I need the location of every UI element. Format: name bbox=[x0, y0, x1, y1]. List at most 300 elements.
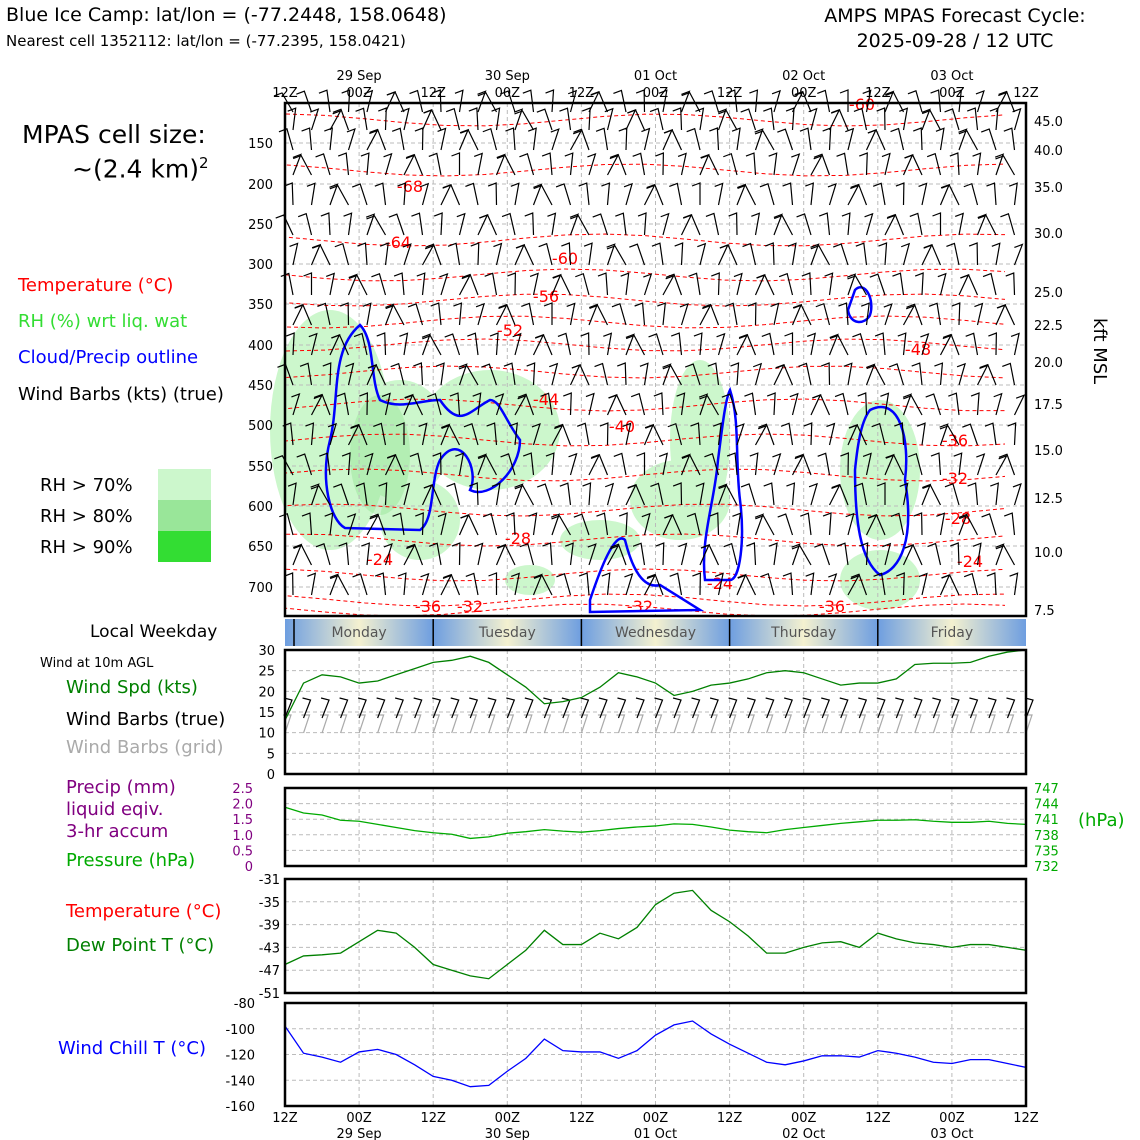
wind-barb-11-38 bbox=[994, 394, 1002, 415]
wind-barb-7-12 bbox=[507, 273, 515, 295]
wind-barb-17-16 bbox=[579, 573, 589, 595]
wind-barb-10-19 bbox=[640, 363, 648, 385]
wind-barb-14-27 bbox=[786, 483, 794, 505]
wind-barb-9-35 bbox=[941, 336, 951, 355]
wind-tick-1: 5 bbox=[266, 747, 275, 763]
wind-barb-15-38 bbox=[982, 514, 996, 535]
wind-barb-7-7 bbox=[417, 273, 425, 295]
temperature-contour-7 bbox=[285, 366, 1005, 378]
wind-barb-1-4 bbox=[356, 108, 367, 130]
height-kft-tick-0: 45.0 bbox=[1034, 115, 1063, 130]
pressure-units-label: (hPa) bbox=[1078, 810, 1125, 831]
temperature-contour-label-3: -60 bbox=[551, 249, 579, 268]
wind-barb-7-6 bbox=[394, 273, 404, 295]
wind-barb-17-28 bbox=[806, 573, 814, 595]
legend-precip: Precip (mm) bbox=[66, 777, 176, 798]
wind-barb-2-18 bbox=[619, 128, 627, 150]
top-date-label-4: 03 Oct bbox=[930, 69, 974, 84]
wind-barb-9-22 bbox=[694, 333, 702, 355]
chill-tick-4: -160 bbox=[225, 1100, 255, 1115]
height-kft-tick-8: 15.0 bbox=[1034, 444, 1063, 459]
wind-barb-11-16 bbox=[586, 394, 594, 415]
bottom-hour-label-5: 00Z bbox=[642, 1111, 669, 1126]
wind-barb-10-15 bbox=[571, 365, 580, 385]
bottom-hour-label-10: 12Z bbox=[1013, 1111, 1039, 1126]
wind-barb-1-39 bbox=[1013, 109, 1021, 130]
pressure-level-tick-2: 250 bbox=[248, 218, 273, 233]
wind-barb-6-34 bbox=[922, 245, 932, 265]
wind-barb-3-5 bbox=[384, 154, 392, 175]
wind-barb-8-33 bbox=[904, 306, 915, 325]
top-date-label-3: 02 Oct bbox=[782, 69, 826, 84]
wind-barb-7-32 bbox=[870, 274, 885, 295]
wind-barb-11-28 bbox=[811, 395, 820, 415]
wind-barb-12-25 bbox=[756, 426, 767, 445]
grid-barb-24 bbox=[728, 715, 736, 733]
wind-barb-17-37 bbox=[964, 574, 977, 595]
wind-barb-11-35 bbox=[926, 394, 941, 415]
top-hour-label-9: 00Z bbox=[939, 86, 965, 101]
grid-barb-38 bbox=[987, 715, 995, 733]
wind-barb-8-14 bbox=[544, 303, 552, 325]
wind-barb-7-18 bbox=[621, 273, 629, 295]
wind-barb-9-15 bbox=[558, 333, 571, 355]
wind-barb-16-12 bbox=[497, 545, 515, 565]
wind-barb-8-10 bbox=[476, 304, 484, 325]
wind-barb-14-17 bbox=[605, 484, 613, 505]
bottom-date-label-4: 03 Oct bbox=[930, 1127, 974, 1140]
wind-barb-2-14 bbox=[551, 129, 559, 150]
wind-barb-7-24 bbox=[734, 274, 742, 295]
wind-barb-11-34 bbox=[903, 396, 922, 415]
wind-barb-7-35 bbox=[938, 274, 946, 295]
wind-barb-0-2 bbox=[319, 90, 330, 112]
wind-barb-15-11 bbox=[483, 514, 496, 535]
legend-barbs-true: Wind Barbs (true) bbox=[66, 709, 226, 730]
pressure-level-tick-9: 600 bbox=[248, 500, 273, 515]
weekday-label-2: Wednesday bbox=[614, 625, 697, 641]
legend-cloud-outline: Cloud/Precip outline bbox=[18, 347, 199, 368]
grid-barb-11 bbox=[487, 715, 495, 733]
temperature-contour-label-18: -36 bbox=[818, 597, 846, 616]
pressure-tick-3: 741 bbox=[1034, 813, 1059, 829]
wind-barb-14-15 bbox=[560, 483, 571, 505]
wind-barb-7-0 bbox=[281, 273, 293, 295]
wind-barb-1-37 bbox=[967, 108, 977, 130]
wind-barb-6-37 bbox=[969, 243, 977, 265]
temperature-contour-label-16: -36 bbox=[414, 597, 442, 616]
wind-barb-11-15 bbox=[563, 393, 571, 415]
bottom-date-label-3: 02 Oct bbox=[782, 1127, 826, 1140]
wind-barb-2-3 bbox=[347, 129, 355, 150]
precip-tick-1: 0.5 bbox=[232, 844, 253, 860]
wind-barb-2-10 bbox=[460, 130, 478, 150]
wind-barb-14-39 bbox=[1013, 484, 1021, 505]
wind-barb-0-37 bbox=[976, 91, 984, 112]
wind-barb-8-28 bbox=[793, 305, 811, 325]
precip-tick-5: 2.5 bbox=[232, 782, 253, 797]
wind-barb-2-27 bbox=[777, 129, 792, 150]
wind-barb-6-19 bbox=[629, 244, 644, 265]
wind-barb-6-32 bbox=[879, 243, 887, 265]
grid-barb-16 bbox=[579, 715, 587, 733]
wind-barb-7-5 bbox=[371, 274, 385, 295]
wind-barb-3-17 bbox=[608, 156, 618, 175]
wind-barb-9-32 bbox=[875, 333, 885, 355]
wind-barb-2-2 bbox=[324, 128, 332, 150]
grid-barb-5 bbox=[376, 715, 384, 733]
wind-barb-3-20 bbox=[655, 153, 663, 175]
wind-barb-5-27 bbox=[774, 216, 792, 235]
height-kft-tick-2: 35.0 bbox=[1034, 181, 1063, 196]
wind-barb-6-39 bbox=[1014, 244, 1022, 265]
wind-barb-17-6 bbox=[398, 573, 406, 595]
grid-barb-25 bbox=[746, 715, 754, 733]
wind-barb-6-27 bbox=[788, 243, 796, 265]
wind-barb-6-23 bbox=[719, 245, 728, 265]
grid-barb-36 bbox=[950, 715, 958, 733]
wind-barb-14-14 bbox=[537, 484, 552, 505]
kft-msl-label: kft MSL bbox=[1089, 318, 1110, 385]
wind-barb-8-15 bbox=[567, 303, 575, 325]
wind-barb-9-38 bbox=[988, 333, 996, 355]
wind-barb-2-17 bbox=[596, 128, 607, 150]
height-kft-tick-11: 7.5 bbox=[1034, 604, 1055, 619]
wind-barb-7-4 bbox=[349, 275, 367, 295]
rh-shade-7 bbox=[840, 550, 920, 610]
grid-barb-28 bbox=[802, 715, 810, 733]
grid-barb-26 bbox=[765, 715, 773, 733]
wind-barb-4-8 bbox=[441, 185, 451, 205]
height-kft-tick-10: 10.0 bbox=[1034, 546, 1063, 561]
grid-barb-14 bbox=[542, 715, 550, 733]
height-kft-tick-9: 12.5 bbox=[1034, 492, 1063, 507]
legend-wind-chill: Wind Chill T (°C) bbox=[58, 1038, 206, 1059]
wind-barb-2-8 bbox=[438, 128, 446, 150]
wind-barb-16-28 bbox=[792, 546, 811, 565]
wind-barb-2-35 bbox=[936, 128, 944, 150]
wind-barb-14-37 bbox=[968, 483, 978, 505]
wind-barb-2-23 bbox=[709, 128, 718, 150]
legend-precip-liquid: liquid eqiv. bbox=[66, 799, 164, 820]
temperature-contour-label-8: -40 bbox=[608, 417, 636, 436]
wind-barb-12-29 bbox=[826, 424, 834, 445]
wind-barb-3-37 bbox=[973, 153, 981, 175]
wind-barb-8-6 bbox=[386, 306, 404, 325]
wind-barb-3-2 bbox=[316, 154, 330, 175]
wind-barb-15-28 bbox=[800, 513, 811, 535]
grid-barb-12 bbox=[505, 715, 513, 733]
wind-barb-0-14 bbox=[546, 90, 554, 112]
wind-barb-9-17 bbox=[603, 333, 611, 355]
wind-barb-7-11 bbox=[485, 273, 497, 295]
wind-barb-3-28 bbox=[811, 156, 822, 175]
wind-barb-7-2 bbox=[326, 273, 334, 295]
wind-barb-4-16 bbox=[579, 183, 589, 205]
wind-barb-17-4 bbox=[353, 574, 367, 595]
wind-barb-3-25 bbox=[746, 153, 756, 175]
wind-barb-6-36 bbox=[946, 243, 959, 265]
wind-barb-8-29 bbox=[816, 304, 830, 325]
wind-barb-5-16 bbox=[570, 216, 589, 235]
wind-barb-3-36 bbox=[950, 153, 959, 175]
wind-barb-17-18 bbox=[624, 574, 632, 595]
wind-barb-9-28 bbox=[807, 333, 815, 355]
temp-tick-1: -35 bbox=[258, 895, 280, 911]
temperature-contour-label-19: -32 bbox=[456, 597, 484, 616]
grid-barb-30 bbox=[839, 715, 847, 733]
grid-barb-6 bbox=[394, 715, 402, 733]
legend-dew-point: Dew Point T (°C) bbox=[66, 935, 215, 956]
temperature-contour-label-5: -52 bbox=[496, 321, 524, 340]
wind-barb-4-4 bbox=[352, 184, 367, 205]
wind-barb-12-17 bbox=[600, 423, 608, 445]
wind-barb-13-29 bbox=[818, 453, 830, 475]
wind-barb-17-22 bbox=[692, 573, 700, 595]
wind-barb-9-23 bbox=[717, 334, 725, 355]
height-kft-tick-6: 20.0 bbox=[1034, 356, 1063, 371]
forecast-cycle-date: 2025-09-28 / 12 UTC bbox=[856, 30, 1054, 52]
wind-barb-4-29 bbox=[828, 184, 836, 205]
weekday-label-4: Friday bbox=[930, 625, 974, 641]
wind-barb-4-36 bbox=[941, 185, 959, 205]
grid-barb-18 bbox=[616, 715, 624, 733]
top-hour-label-7: 00Z bbox=[790, 86, 817, 101]
pressure-level-tick-4: 350 bbox=[248, 298, 273, 313]
wind-barb-2-28 bbox=[800, 128, 811, 150]
wind-barb-17-29 bbox=[828, 574, 836, 595]
wind-barb-6-31 bbox=[856, 243, 867, 265]
wind-barb-8-4 bbox=[363, 303, 371, 325]
legend-rh70: RH > 70% bbox=[40, 475, 133, 496]
top-hour-label-10: 12Z bbox=[1013, 86, 1039, 101]
wind-barb-8-30 bbox=[838, 303, 848, 325]
wind-barb-14-28 bbox=[809, 484, 817, 505]
grid-barb-1 bbox=[302, 715, 310, 733]
wind-barb-4-27 bbox=[783, 183, 793, 205]
grid-barb-31 bbox=[857, 715, 865, 733]
wind-barb-17-17 bbox=[602, 573, 610, 595]
rh-shade-9 bbox=[505, 565, 555, 595]
wind-barb-4-15 bbox=[556, 184, 570, 205]
grid-barb-19 bbox=[635, 715, 643, 733]
wind-barb-16-21 bbox=[678, 544, 686, 565]
wind-barb-3-6 bbox=[404, 155, 414, 175]
pressure-level-tick-3: 300 bbox=[248, 258, 273, 273]
wind-barb-6-18 bbox=[607, 246, 626, 265]
wind-barb-17-7 bbox=[421, 574, 429, 595]
grid-barb-34 bbox=[913, 715, 921, 733]
wind-barb-3-10 bbox=[474, 153, 482, 175]
legend-rh90: RH > 90% bbox=[40, 537, 133, 558]
top-date-label-1: 30 Sep bbox=[484, 69, 530, 84]
wind-barb-17-15 bbox=[556, 574, 570, 595]
wind-barb-16-10 bbox=[475, 543, 483, 565]
wind-barb-3-39 bbox=[996, 156, 1015, 175]
wind-barb-4-11 bbox=[488, 183, 496, 205]
temperature-contour-label-6: -48 bbox=[904, 340, 932, 359]
station-title: Blue Ice Camp: lat/lon = (-77.2448, 158.0648) bbox=[6, 4, 447, 26]
temperature-contour-0 bbox=[285, 114, 1005, 126]
wind-barb-9-13 bbox=[534, 335, 544, 355]
top-date-label-2: 01 Oct bbox=[633, 69, 678, 84]
wind-barb-4-39 bbox=[1009, 183, 1017, 205]
wind-barb-1-14 bbox=[537, 109, 552, 130]
wind-barb-0-13 bbox=[523, 90, 534, 112]
wind-barb-1-13 bbox=[515, 111, 534, 130]
wind-barb-7-1 bbox=[304, 273, 312, 295]
precip-tick-2: 1.0 bbox=[232, 828, 253, 844]
wind-barb-3-21 bbox=[678, 153, 686, 175]
wind-barb-1-18 bbox=[626, 110, 635, 130]
wind-barb-9-6 bbox=[399, 333, 407, 355]
wind-barb-1-24 bbox=[718, 111, 737, 130]
grid-barb-27 bbox=[783, 715, 791, 733]
wind-barb-13-16 bbox=[589, 455, 599, 475]
cell-size-sup: 2 bbox=[199, 154, 209, 172]
wind-barb-14-13 bbox=[515, 486, 534, 505]
wind-barb-6-26 bbox=[765, 243, 774, 265]
wind-barb-9-10 bbox=[467, 333, 478, 355]
wind-barb-5-21 bbox=[682, 215, 692, 235]
wind-barb-4-3 bbox=[330, 186, 349, 205]
wind-barb-2-15 bbox=[571, 131, 582, 150]
wind-barb-13-25 bbox=[750, 453, 758, 475]
wind-barb-2-19 bbox=[641, 129, 649, 150]
wind-barb-7-33 bbox=[892, 273, 903, 295]
chill-tick-3: -140 bbox=[225, 1074, 255, 1090]
wind-barb-6-11 bbox=[493, 244, 501, 265]
legend-rh: RH (%) wrt liq. wat bbox=[18, 311, 188, 332]
wind-barb-10-17 bbox=[595, 364, 608, 385]
wind-barb-2-29 bbox=[823, 128, 831, 150]
wind-barb-3-24 bbox=[723, 154, 737, 175]
wind-barb-11-27 bbox=[790, 394, 798, 415]
top-hour-label-8: 12Z bbox=[865, 86, 891, 101]
temp-tick-0: -31 bbox=[258, 873, 280, 888]
bottom-hour-label-7: 00Z bbox=[790, 1111, 817, 1126]
top-hour-label-2: 12Z bbox=[420, 86, 446, 101]
wind-barb-5-6 bbox=[389, 214, 404, 235]
wind-tick-0: 0 bbox=[266, 768, 275, 783]
wind-barb-8-8 bbox=[431, 303, 441, 325]
wind-tick-2: 10 bbox=[258, 726, 275, 742]
grid-barb-9 bbox=[450, 715, 458, 733]
wind-barb-9-37 bbox=[966, 333, 978, 355]
wind-barb-14-26 bbox=[764, 483, 774, 505]
wind-barb-1-9 bbox=[446, 109, 459, 130]
pressure-level-tick-11: 700 bbox=[248, 581, 273, 596]
wind-barb-12-38 bbox=[985, 423, 996, 445]
pressure-tick-1: 735 bbox=[1034, 844, 1059, 860]
wind-barb-3-31 bbox=[859, 153, 867, 175]
wind-barb-4-23 bbox=[715, 183, 723, 205]
wind-barb-4-30 bbox=[848, 186, 858, 205]
wind-barb-11-39 bbox=[1015, 395, 1025, 415]
legend-precip-accum: 3-hr accum bbox=[66, 821, 169, 842]
pressure-level-tick-7: 500 bbox=[248, 419, 273, 434]
grid-barb-7 bbox=[413, 715, 421, 733]
wind-barb-0-29 bbox=[817, 90, 829, 112]
wind-tick-4: 20 bbox=[258, 685, 275, 701]
wind-barb-13-38 bbox=[996, 456, 1007, 475]
pressure-level-tick-10: 650 bbox=[248, 540, 273, 555]
wind-barb-9-31 bbox=[852, 334, 866, 355]
pressure-level-tick-8: 550 bbox=[248, 460, 273, 475]
grid-barb-15 bbox=[561, 715, 569, 733]
grid-barb-35 bbox=[931, 715, 939, 733]
wind-barb-0-25 bbox=[749, 90, 757, 112]
wind-barb-4-32 bbox=[873, 183, 885, 205]
wind-barb-3-35 bbox=[927, 154, 940, 175]
wind-barb-8-0 bbox=[293, 305, 303, 325]
grid-barb-13 bbox=[524, 715, 532, 733]
temperature-contour-5 bbox=[285, 316, 1005, 328]
wind-barb-4-37 bbox=[964, 184, 978, 205]
wind-barb-2-33 bbox=[891, 129, 904, 150]
bottom-date-label-1: 30 Sep bbox=[484, 1127, 530, 1140]
wind-barb-7-17 bbox=[598, 273, 608, 295]
pressure-tick-2: 738 bbox=[1034, 828, 1059, 844]
wind-barb-13-37 bbox=[976, 454, 984, 475]
wind-barb-3-23 bbox=[701, 155, 719, 175]
wind-barb-0-18 bbox=[613, 90, 626, 112]
pressure-level-tick-0: 150 bbox=[248, 137, 273, 152]
wind-barb-11-26 bbox=[767, 393, 775, 415]
wind-barb-14-25 bbox=[741, 484, 755, 505]
wind-barb-15-24 bbox=[732, 513, 740, 535]
weekday-label-0: Monday bbox=[331, 625, 387, 641]
top-hour-label-1: 00Z bbox=[346, 86, 372, 101]
wind-barb-1-5 bbox=[378, 108, 386, 130]
wind-barb-16-35 bbox=[928, 544, 941, 565]
wind-barb-7-8 bbox=[439, 274, 447, 295]
pressure-level-tick-5: 400 bbox=[248, 339, 273, 354]
temperature-contour-label-11: -28 bbox=[944, 509, 972, 528]
wind-barb-4-17 bbox=[601, 183, 609, 205]
wind-barb-15-27 bbox=[778, 514, 793, 535]
weekday-label-3: Thursday bbox=[771, 625, 837, 641]
wind-barb-4-21 bbox=[669, 183, 681, 205]
wind-barb-8-36 bbox=[952, 303, 960, 325]
wind-barb-7-9 bbox=[460, 276, 470, 295]
wind-barb-3-16 bbox=[587, 154, 595, 175]
wind-barb-3-14 bbox=[542, 153, 552, 175]
wind-barb-10-25 bbox=[753, 364, 761, 385]
top-hour-label-5: 00Z bbox=[642, 86, 669, 101]
wind-barb-2-11 bbox=[483, 129, 497, 150]
wind-barb-11-36 bbox=[948, 393, 959, 415]
wind10m-label: Wind at 10m AGL bbox=[40, 656, 154, 671]
wind-barb-6-2 bbox=[312, 245, 330, 265]
wind-barb-7-38 bbox=[983, 274, 996, 295]
wind-barb-1-29 bbox=[830, 110, 840, 130]
grid-barb-10 bbox=[468, 715, 476, 733]
wind-barb-9-5 bbox=[377, 333, 386, 355]
chill-tick-2: -120 bbox=[225, 1048, 255, 1064]
wind-barb-7-39 bbox=[1006, 273, 1015, 295]
wind-barb-2-30 bbox=[845, 129, 853, 150]
wind-barb-1-17 bbox=[605, 109, 613, 130]
wind-barb-5-38 bbox=[978, 215, 996, 235]
wind-barb-8-24 bbox=[725, 303, 737, 325]
grid-barb-22 bbox=[691, 715, 699, 733]
wind-barb-8-19 bbox=[635, 303, 645, 325]
wind-barb-1-21 bbox=[673, 108, 682, 130]
wind-barb-6-21 bbox=[675, 243, 683, 265]
wind-barb-14-16 bbox=[583, 483, 591, 505]
wind-barb-4-5 bbox=[375, 183, 386, 205]
